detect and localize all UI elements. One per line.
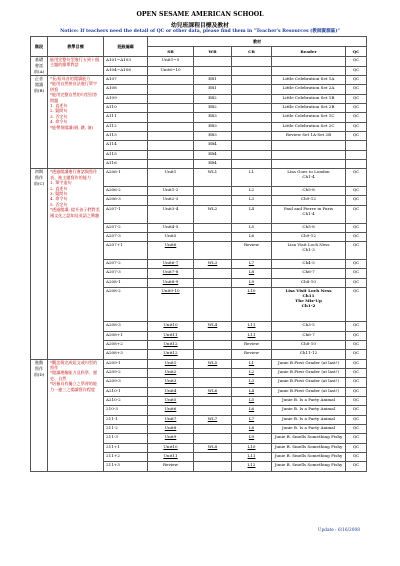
wb-cell: WL4	[194, 322, 232, 331]
code-cell: A208+2	[104, 340, 148, 349]
sb-cell: Unit4	[148, 387, 194, 396]
cb-cell: L11	[232, 322, 272, 331]
qc-cell: QC	[346, 340, 367, 349]
stage-cell: 進階寫作前(D)	[31, 359, 48, 471]
sb-cell	[148, 132, 194, 141]
sb-cell: Unit3-4	[148, 205, 194, 223]
sb-cell: Review	[148, 462, 194, 471]
sb-cell: Unit5	[148, 232, 194, 241]
table-row	[31, 169, 367, 187]
qc-cell: QC	[346, 453, 367, 462]
sb-cell: Unit5	[148, 397, 194, 406]
cb-cell: L6	[232, 406, 272, 415]
reader-cell: Ch9-12	[272, 196, 346, 205]
header-sb: SB	[148, 47, 194, 57]
cb-cell: L12	[232, 462, 272, 471]
cb-cell: L7	[232, 259, 272, 268]
qc-cell: QC	[346, 196, 367, 205]
sb-cell	[148, 150, 194, 159]
reader-cell: Little Celebration Set 2A	[272, 85, 346, 94]
wb-cell	[194, 369, 232, 378]
code-cell: A207-1	[104, 205, 148, 223]
wb-cell: EB4	[194, 160, 232, 169]
wb-cell	[194, 406, 232, 415]
reader-cell: Little Celebration Set 2C	[272, 122, 346, 131]
cb-cell: Review	[232, 242, 272, 260]
header-cb: CB	[232, 47, 272, 57]
code-cell: A210-2	[104, 397, 148, 406]
sb-cell: Unit3	[148, 378, 194, 387]
code-cell: A114	[104, 141, 148, 150]
code-cell: A116	[104, 160, 148, 169]
sb-cell: Unit1~5	[148, 57, 194, 67]
code-cell: A208-1	[104, 278, 148, 287]
code-cell: A115	[104, 150, 148, 159]
cb-cell	[232, 57, 272, 67]
reader-cell	[272, 66, 346, 76]
cb-cell: L5	[232, 223, 272, 232]
cb-cell: L1	[232, 359, 272, 368]
code-cell: A208-2	[104, 287, 148, 321]
cb-cell	[232, 141, 272, 150]
reader-cell: Review Set 1A-Set 2B	[272, 132, 346, 141]
qc-cell: QC	[346, 113, 367, 122]
code-cell: 211+2	[104, 453, 148, 462]
qc-cell: QC	[346, 415, 367, 424]
code-cell: A101~A103	[104, 57, 148, 67]
goal-cell: *透過閱讀進行會話與寫作表、進主題寫作的能力 1. 單字造句 2. 直述句 3. 疑問句 4. 命令句 5. 否定句 *透過閱讀, 提升孩子們對美國文化之認知及英語之興趣	[48, 169, 104, 359]
wb-cell: EB4	[194, 150, 232, 159]
qc-cell: QC	[346, 434, 367, 443]
code-cell: A207-3	[104, 232, 148, 241]
header-code: 班級編碼	[104, 37, 148, 57]
header-materials: 教材	[148, 37, 367, 47]
sb-cell: Unit12	[148, 340, 194, 349]
code-cell: A208+3	[104, 350, 148, 359]
wb-cell: WL7	[194, 415, 232, 424]
reader-cell: Junie B.First Grader (at last!)	[272, 378, 346, 387]
qc-cell	[346, 160, 367, 169]
reader-cell: Lisa Visit Loch Ness Ch11 The Mix-Up Ch1-2	[272, 287, 346, 321]
code-cell: 211-1	[104, 415, 148, 424]
wb-cell	[194, 434, 232, 443]
wb-cell: WL8	[194, 443, 232, 452]
code-cell: 211+1	[104, 443, 148, 452]
wb-cell	[194, 223, 232, 232]
code-cell: A206-3	[104, 196, 148, 205]
wb-cell: EB1	[194, 85, 232, 94]
qc-cell: QC	[346, 57, 367, 67]
stage-cell: 基礎會話前(A)	[31, 57, 48, 76]
code-cell: A110	[104, 104, 148, 113]
sb-cell	[148, 113, 194, 122]
sb-cell: Unit1	[148, 359, 194, 368]
code-cell: 211-3	[104, 434, 148, 443]
reader-cell: Paul and Pierre in Paris Ch1-4	[272, 205, 346, 223]
qc-cell: QC	[346, 443, 367, 452]
school-name: OPEN SESAME AMERICAN SCHOOL	[136, 11, 264, 18]
wb-cell	[194, 378, 232, 387]
qc-cell: QC	[346, 269, 367, 278]
wb-cell	[194, 196, 232, 205]
qc-cell: QC	[346, 223, 367, 232]
sb-cell	[148, 160, 194, 169]
reader-cell: Junie B.First Grader (at last!)	[272, 359, 346, 368]
sb-cell: Unit6~10	[148, 66, 194, 76]
qc-cell: QC	[346, 387, 367, 396]
qc-cell: QC	[346, 425, 367, 434]
sb-cell: Unit4-5	[148, 223, 194, 232]
code-cell: A206-1	[104, 169, 148, 187]
reader-cell: Little Celebration Set 1B	[272, 94, 346, 103]
wb-cell: EB3	[194, 132, 232, 141]
qc-cell: QC	[346, 122, 367, 131]
qc-cell: QC	[346, 278, 367, 287]
wb-cell: WL5	[194, 359, 232, 368]
qc-cell: QC	[346, 104, 367, 113]
cb-cell: L8	[232, 269, 272, 278]
cb-cell: Review	[232, 350, 272, 359]
cb-cell: L11	[232, 453, 272, 462]
stage-cell: 初期寫作前(C)	[31, 169, 48, 359]
qc-cell: QC	[346, 94, 367, 103]
reader-cell: Lisa Visit Loch Ness Ch1-3	[272, 242, 346, 260]
update-date: Update : 6/16/2008	[317, 528, 360, 533]
wb-cell: WL3	[194, 259, 232, 268]
qc-cell: QC	[346, 132, 367, 141]
reader-cell: Ch4-5	[272, 259, 346, 268]
wb-cell	[194, 331, 232, 340]
cb-cell	[232, 113, 272, 122]
cb-cell: L3	[232, 378, 272, 387]
code-cell: A112	[104, 122, 148, 131]
reader-cell: Junie B. Is a Party Animal	[272, 397, 346, 406]
sb-cell	[148, 85, 194, 94]
wb-cell	[194, 232, 232, 241]
wb-cell	[194, 278, 232, 287]
qc-cell	[346, 141, 367, 150]
qc-cell	[346, 150, 367, 159]
wb-cell	[194, 242, 232, 260]
code-cell: A207-3	[104, 269, 148, 278]
cb-cell: L8	[232, 425, 272, 434]
table-body	[31, 57, 367, 472]
cb-cell: L3	[232, 196, 272, 205]
wb-cell	[194, 397, 232, 406]
header-wb: WB	[194, 47, 232, 57]
qc-cell: QC	[346, 406, 367, 415]
qc-cell: QC	[346, 242, 367, 260]
header-reader: Reader	[272, 47, 346, 57]
cb-cell: L2	[232, 369, 272, 378]
code-cell: A208-3	[104, 322, 148, 331]
table-row	[31, 76, 367, 85]
code-cell: A108	[104, 85, 148, 94]
wb-cell	[194, 287, 232, 321]
wb-cell	[194, 269, 232, 278]
reader-cell: Ch11-12	[272, 350, 346, 359]
reader-cell: Junie B. Is a Party Animal	[272, 425, 346, 434]
reader-cell	[272, 160, 346, 169]
cb-cell	[232, 66, 272, 76]
cb-cell: L7	[232, 415, 272, 424]
cb-cell: L1	[232, 169, 272, 187]
code-cell: 211-2	[104, 425, 148, 434]
sb-cell: Unit6-7	[148, 259, 194, 268]
wb-cell	[194, 350, 232, 359]
qc-cell: QC	[346, 232, 367, 241]
goal-cell: 能用完整句型進行五到十個主題的簡單對話	[48, 57, 104, 76]
wb-cell	[194, 453, 232, 462]
reader-cell: Junie B. Smells Something Fishy	[272, 462, 346, 471]
cb-cell: L2	[232, 187, 272, 196]
cb-cell: L4	[232, 205, 272, 223]
sb-cell: Unit11	[148, 331, 194, 340]
qc-cell: QC	[346, 397, 367, 406]
qc-cell: QC	[346, 187, 367, 196]
reader-cell: Ch3-5	[272, 322, 346, 331]
wb-cell: WL2	[194, 205, 232, 223]
code-cell: A209-2	[104, 369, 148, 378]
goal-cell: *長/短母音的閱讀能力 *能用自然拼音法進行單字拼寫 *能用完整自然的句型回答問題 1. 直述句 2. 疑問句 3. 否定句 4. 命令句 *能帶領閱讀(唱, 跳, 演)	[48, 76, 104, 169]
qc-cell: QC	[346, 66, 367, 76]
qc-cell: QC	[346, 359, 367, 368]
qc-cell: QC	[346, 369, 367, 378]
qc-cell: QC	[346, 331, 367, 340]
reader-cell	[272, 57, 346, 67]
wb-cell	[194, 425, 232, 434]
qc-cell: QC	[346, 350, 367, 359]
header-stage: 階段	[31, 37, 48, 57]
cb-cell	[232, 104, 272, 113]
table-row	[31, 57, 367, 67]
reader-cell: Ch6-7	[272, 331, 346, 340]
code-cell: A207+1	[104, 242, 148, 260]
code-cell: 211+3	[104, 462, 148, 471]
wb-cell	[194, 340, 232, 349]
reader-cell: Junie B.First Grader (at last!)	[272, 369, 346, 378]
code-cell: A107	[104, 76, 148, 85]
cb-cell: L5	[232, 397, 272, 406]
reader-cell: Ch9-12	[272, 232, 346, 241]
reader-cell: Junie B. Is a Party Animal	[272, 415, 346, 424]
sb-cell	[148, 104, 194, 113]
header-goal: 教學目標	[48, 37, 104, 57]
qc-cell: QC	[346, 322, 367, 331]
qc-cell: QC	[346, 85, 367, 94]
cb-cell	[232, 85, 272, 94]
cb-cell: L9	[232, 434, 272, 443]
cb-cell: Review	[232, 340, 272, 349]
reader-cell: Ch5-8	[272, 187, 346, 196]
reader-cell: Junie B.First Grader (at last!)	[272, 387, 346, 396]
goal-cell: *觀念與完成短文或句型的寫作 *閱讀理解能力及科學、歷史、自然 *培養具有獨立之學習的能力一連三之閱讀寫作程度	[48, 359, 104, 471]
curriculum-table	[30, 36, 367, 472]
sb-cell: Unit9	[148, 434, 194, 443]
code-cell: A208+1	[104, 331, 148, 340]
wb-cell	[194, 187, 232, 196]
reader-cell: Ch8-10	[272, 278, 346, 287]
stage-cell: 正音閱讀前(B)	[31, 76, 48, 169]
wb-cell	[194, 66, 232, 76]
code-cell: A209-3	[104, 378, 148, 387]
sb-cell: Unit1-2	[148, 187, 194, 196]
sb-cell	[148, 122, 194, 131]
cb-cell	[232, 132, 272, 141]
sb-cell: Unit2	[148, 369, 194, 378]
code-cell: 210-3	[104, 406, 148, 415]
cb-cell: L10	[232, 287, 272, 321]
code-cell: A113	[104, 132, 148, 141]
sb-cell: Unit6	[148, 242, 194, 260]
cb-cell: L4	[232, 387, 272, 396]
reader-cell: Junie B. Is a Party Animal	[272, 406, 346, 415]
sb-cell	[148, 76, 194, 85]
sb-cell: Unit8-9	[148, 278, 194, 287]
reader-cell: Junie B. Smells Something Fishy	[272, 443, 346, 452]
qc-cell: QC	[346, 287, 367, 321]
code-cell: A207-2	[104, 259, 148, 268]
sb-cell: Unit11	[148, 453, 194, 462]
wb-cell: EB2	[194, 94, 232, 103]
sb-cell	[148, 141, 194, 150]
reader-cell	[272, 150, 346, 159]
cb-cell: L10	[232, 443, 272, 452]
cb-cell	[232, 94, 272, 103]
sb-cell: Unit1	[148, 169, 194, 187]
wb-cell: EB1	[194, 76, 232, 85]
reader-cell: Ch5-8	[272, 223, 346, 232]
sb-cell: Unit9-10	[148, 287, 194, 321]
sb-cell: Unit8	[148, 425, 194, 434]
code-cell: A207-2	[104, 223, 148, 232]
cb-cell	[232, 76, 272, 85]
sb-cell: Unit10	[148, 443, 194, 452]
code-cell: A104~A106	[104, 66, 148, 76]
cb-cell: L11	[232, 331, 272, 340]
wb-cell: EB4	[194, 141, 232, 150]
wb-cell: EB3	[194, 113, 232, 122]
qc-cell: QC	[346, 76, 367, 85]
cb-cell	[232, 122, 272, 131]
code-cell: A206-2	[104, 187, 148, 196]
reader-cell: Little Celebration Set 1C	[272, 113, 346, 122]
code-cell: A209-1	[104, 359, 148, 368]
cb-cell: L9	[232, 278, 272, 287]
cb-cell: L6	[232, 232, 272, 241]
sb-cell	[148, 94, 194, 103]
wb-cell: WL6	[194, 387, 232, 396]
cb-cell	[232, 160, 272, 169]
document-subtitle: 幼兒班課程目標及教材	[171, 23, 229, 29]
notice-line: Notice: If teachers need the detail of QC or other data, please find them in "Teacher's Resources (教師資源區)"	[60, 29, 340, 34]
code-cell: A111	[104, 113, 148, 122]
code-cell: A210-1	[104, 387, 148, 396]
table-row	[31, 359, 367, 368]
qc-cell: QC	[346, 259, 367, 268]
sb-cell: Unit7	[148, 415, 194, 424]
reader-cell: Ch6-7	[272, 269, 346, 278]
reader-cell: Ch8-10	[272, 340, 346, 349]
qc-cell: QC	[346, 205, 367, 223]
wb-cell	[194, 462, 232, 471]
wb-cell: WL1	[194, 169, 232, 187]
cb-cell	[232, 150, 272, 159]
qc-cell: QC	[346, 378, 367, 387]
header-qc: QC	[346, 47, 367, 57]
wb-cell: EB3	[194, 122, 232, 131]
reader-cell: Little Celebration Set 2B	[272, 104, 346, 113]
reader-cell: Junie B. Smells Something Fishy	[272, 453, 346, 462]
reader-cell: Little Celebration Set 1A	[272, 76, 346, 85]
qc-cell: QC	[346, 462, 367, 471]
reader-cell	[272, 141, 346, 150]
qc-cell: QC	[346, 169, 367, 187]
sb-cell: Unit2-3	[148, 196, 194, 205]
sb-cell: Unit12	[148, 350, 194, 359]
sb-cell: Unit10	[148, 322, 194, 331]
reader-cell: Lisa Goes to London Ch1-4	[272, 169, 346, 187]
sb-cell: Unit6	[148, 406, 194, 415]
code-cell: A109	[104, 94, 148, 103]
wb-cell	[194, 57, 232, 67]
wb-cell: EB2	[194, 104, 232, 113]
sb-cell: Unit7-8	[148, 269, 194, 278]
reader-cell: Junie B. Smells Something Fishy	[272, 434, 346, 443]
